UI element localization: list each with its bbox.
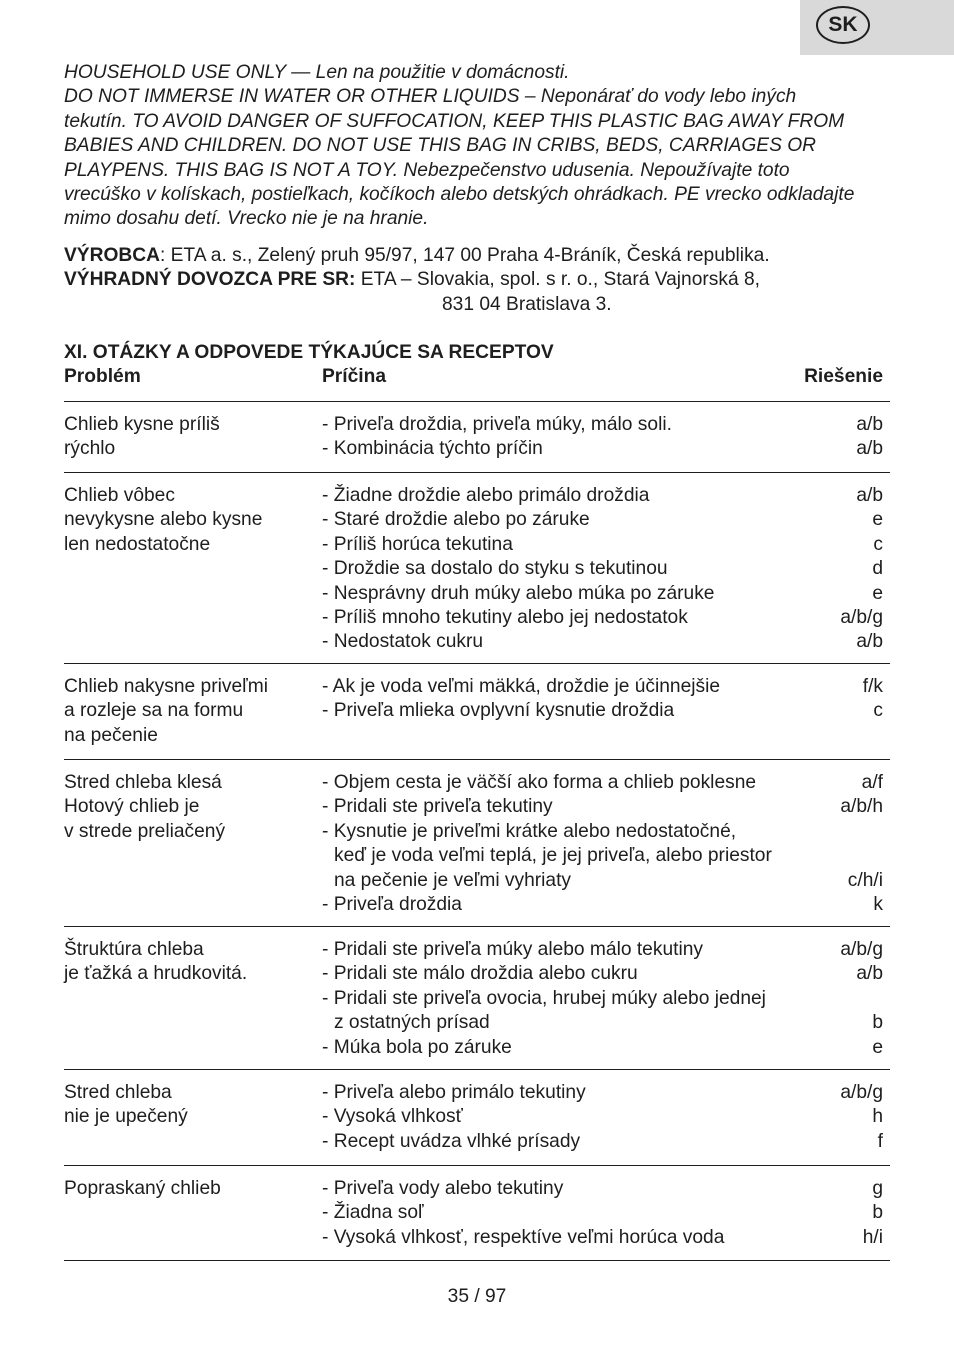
table-row	[64, 484, 890, 655]
language-badge: SK	[816, 6, 870, 44]
cause-text: - Priveľa mlieka ovplyvní kysnutie droždia	[322, 700, 675, 722]
solution-code: f	[877, 1130, 883, 1152]
cause-row	[64, 484, 890, 508]
solution-code: a/b	[856, 414, 883, 435]
problem-line: Štruktúra chleba	[64, 939, 204, 960]
solution-code: e	[872, 1036, 883, 1058]
language-tab	[800, 0, 954, 55]
solution-code: k	[873, 893, 883, 915]
solution-code: h	[872, 1106, 883, 1128]
cause-text: - Pridali ste málo droždia alebo cukru	[322, 963, 638, 985]
cause-text: - Žiadne droždie alebo primálo droždia	[322, 485, 650, 506]
cause-text: - Droždie sa dostalo do styku s tekutinou	[322, 558, 668, 580]
problem-line: Hotový chlieb je	[64, 796, 200, 818]
column-header-cause: Príčina	[322, 366, 386, 387]
cause-row	[64, 413, 890, 437]
solution-code: a/b/g	[840, 939, 883, 960]
cause-row	[64, 533, 890, 557]
problem-line: Stred chleba	[64, 1082, 172, 1103]
solution-code: c/h/i	[847, 869, 883, 891]
problem-line: Popraskaný chlieb	[64, 1178, 221, 1199]
cause-row	[64, 1177, 890, 1201]
warning-line: tekutín. TO AVOID DANGER OF SUFFOCATION, KEEP THIS PLASTIC BAG AWAY FROM	[64, 110, 845, 132]
cause-row	[64, 606, 890, 630]
cause-text: - Nesprávny druh múky alebo múka po záruke	[322, 582, 715, 604]
column-header-solution: Riešenie	[804, 366, 883, 387]
cause-row	[64, 508, 890, 532]
warning-line: HOUSEHOLD USE ONLY — Len na použitie v domácnosti.	[64, 62, 570, 83]
section-title: XI. OTÁZKY A ODPOVEDE TÝKAJÚCE SA RECEPTOV	[64, 342, 554, 363]
cause-text: - Príliš mnoho tekutiny alebo jej nedostatok	[322, 606, 688, 628]
problem-line: je ťažká a hrudkovitá.	[64, 963, 248, 985]
problem-line: Chlieb nakysne priveľmi	[64, 676, 268, 697]
cause-row	[64, 987, 890, 1011]
solution-code: d	[872, 558, 883, 580]
page-number: 35 / 97	[447, 1286, 507, 1307]
cause-row	[64, 844, 890, 868]
solution-code: c	[873, 533, 883, 555]
cause-row	[64, 962, 890, 986]
cause-row	[64, 1201, 890, 1225]
problem-line: na pečenie	[64, 724, 158, 746]
problem-line: a rozleje sa na formu	[64, 700, 244, 722]
cause-text: - Priveľa alebo primálo tekutiny	[322, 1082, 586, 1103]
cause-text: na pečenie je veľmi vyhriaty	[334, 869, 572, 891]
warning-line: vrecúško v kolískach, postieľkach, kočíkoch alebo detských ohrádkach. PE vrecko odkladajte	[64, 184, 855, 206]
table-row	[64, 1081, 890, 1154]
cause-text: keď je voda veľmi teplá, je jej priveľa, alebo priestor	[334, 845, 772, 867]
cause-text: - Priveľa droždia, priveľa múky, málo soli.	[322, 414, 672, 435]
cause-text: - Recept uvádza vlhké prísady	[322, 1130, 581, 1152]
cause-text: - Príliš horúca tekutina	[322, 533, 513, 555]
manufacturer-info	[64, 244, 904, 317]
cause-row	[64, 938, 890, 962]
cause-row	[64, 1011, 890, 1035]
solution-code: g	[872, 1178, 883, 1199]
cause-row	[64, 699, 890, 723]
warning-line: mimo dosahu detí. Vrecko nie je na hranie.	[64, 208, 429, 230]
cause-row	[64, 1226, 890, 1250]
table-divider	[64, 401, 890, 402]
cause-row	[64, 675, 890, 699]
problem-line: Chlieb vôbec	[64, 485, 175, 506]
table-divider	[64, 926, 890, 927]
solution-code: a/b/h	[840, 796, 883, 818]
problem-line: Chlieb kysne príliš	[64, 414, 220, 435]
cause-row	[64, 1130, 890, 1154]
cause-row	[64, 1105, 890, 1129]
solution-code: a/b	[856, 438, 883, 460]
solution-code: c	[873, 700, 883, 722]
warning-text	[64, 61, 904, 232]
solution-code: b	[872, 1202, 883, 1224]
table-row	[64, 413, 890, 462]
problem-line: Stred chleba klesá	[64, 772, 222, 793]
table-row	[64, 771, 890, 917]
cause-text: z ostatných prísad	[334, 1012, 490, 1034]
problem-line: v strede preliačený	[64, 820, 226, 842]
cause-text: - Vysoká vlhkosť	[322, 1106, 463, 1128]
cause-row	[64, 795, 890, 819]
cause-row	[64, 437, 890, 461]
importer-row	[64, 268, 904, 292]
solution-code: e	[872, 582, 883, 604]
solution-code: f/k	[862, 676, 883, 697]
solution-code: h/i	[862, 1226, 883, 1248]
cause-row	[64, 893, 890, 917]
warning-line: DO NOT IMMERSE IN WATER OR OTHER LIQUIDS – Neponárať do vody lebo iných	[64, 86, 797, 108]
solution-code: a/b	[856, 963, 883, 985]
cause-row	[64, 820, 890, 844]
table-divider	[64, 1165, 890, 1166]
table-row	[64, 675, 890, 746]
cause-row	[64, 582, 890, 606]
cause-text: - Kombinácia týchto príčin	[322, 438, 543, 460]
cause-text: - Múka bola po záruke	[322, 1036, 512, 1058]
table-divider	[64, 663, 890, 664]
cause-text: - Kysnutie je priveľmi krátke alebo nedostatočné,	[322, 820, 737, 842]
cause-text: - Objem cesta je väčší ako forma a chlieb poklesne	[322, 772, 757, 793]
solution-code: a/b/g	[840, 1082, 883, 1103]
cause-row	[64, 869, 890, 893]
cause-text: - Pridali ste priveľa ovocia, hrubej múky alebo jednej	[322, 987, 766, 1009]
cause-text: - Staré droždie alebo po záruke	[322, 509, 590, 531]
problem-line: len nedostatočne	[64, 533, 211, 555]
importer-label: VÝHRADNÝ DOVOZCA PRE SR:	[64, 269, 356, 291]
solution-code: a/b/g	[840, 606, 883, 628]
problem-line: nie je upečený	[64, 1106, 188, 1128]
cause-row	[64, 1036, 890, 1060]
cause-text: - Nedostatok cukru	[322, 631, 484, 653]
cause-row	[64, 630, 890, 654]
cause-text: - Pridali ste priveľa múky alebo málo tekutiny	[322, 939, 703, 960]
table-divider	[64, 1260, 890, 1261]
cause-text: - Žiadna soľ	[322, 1202, 424, 1224]
cause-row	[64, 1081, 890, 1105]
solution-code: a/f	[861, 772, 883, 793]
table-divider	[64, 472, 890, 473]
cause-text: - Pridali ste priveľa tekutiny	[322, 796, 553, 818]
cause-text: - Priveľa droždia	[322, 893, 462, 915]
warning-line: PLAYPENS. THIS BAG IS NOT A TOY. Nebezpečenstvo udusenia. Nepoužívajte toto	[64, 159, 790, 181]
cause-row	[64, 557, 890, 581]
cause-text: - Vysoká vlhkosť, respektíve veľmi horúca voda	[322, 1226, 725, 1248]
column-header-problem: Problém	[64, 366, 141, 387]
cause-text: - Priveľa vody alebo tekutiny	[322, 1178, 564, 1199]
solution-code: e	[872, 509, 883, 531]
cause-row	[64, 771, 890, 795]
problem-line: rýchlo	[64, 438, 116, 460]
solution-code: b	[872, 1012, 883, 1034]
importer-address: ETA – Slovakia, spol. s r. o., Stará Vajnorská 8,	[355, 269, 760, 291]
importer-address-line2: 831 04 Bratislava 3.	[442, 293, 612, 315]
manufacturer-row	[64, 244, 904, 268]
table-divider	[64, 759, 890, 760]
table-row	[64, 938, 890, 1060]
solution-code: a/b	[856, 631, 883, 653]
table-divider	[64, 1069, 890, 1070]
warning-line: BABIES AND CHILDREN. DO NOT USE THIS BAG IN CRIBS, BEDS, CARRIAGES OR	[64, 135, 817, 157]
cause-text: - Ak je voda veľmi mäkká, droždie je účinnejšie	[322, 676, 721, 697]
solution-code: a/b	[856, 485, 883, 506]
manufacturer-address: : ETA a. s., Zelený pruh 95/97, 147 00 Praha 4-Bráník, Česká republika.	[159, 245, 770, 266]
problem-line: nevykysne alebo kysne	[64, 509, 263, 531]
table-row	[64, 1177, 890, 1250]
manufacturer-label: VÝROBCA	[64, 245, 160, 266]
